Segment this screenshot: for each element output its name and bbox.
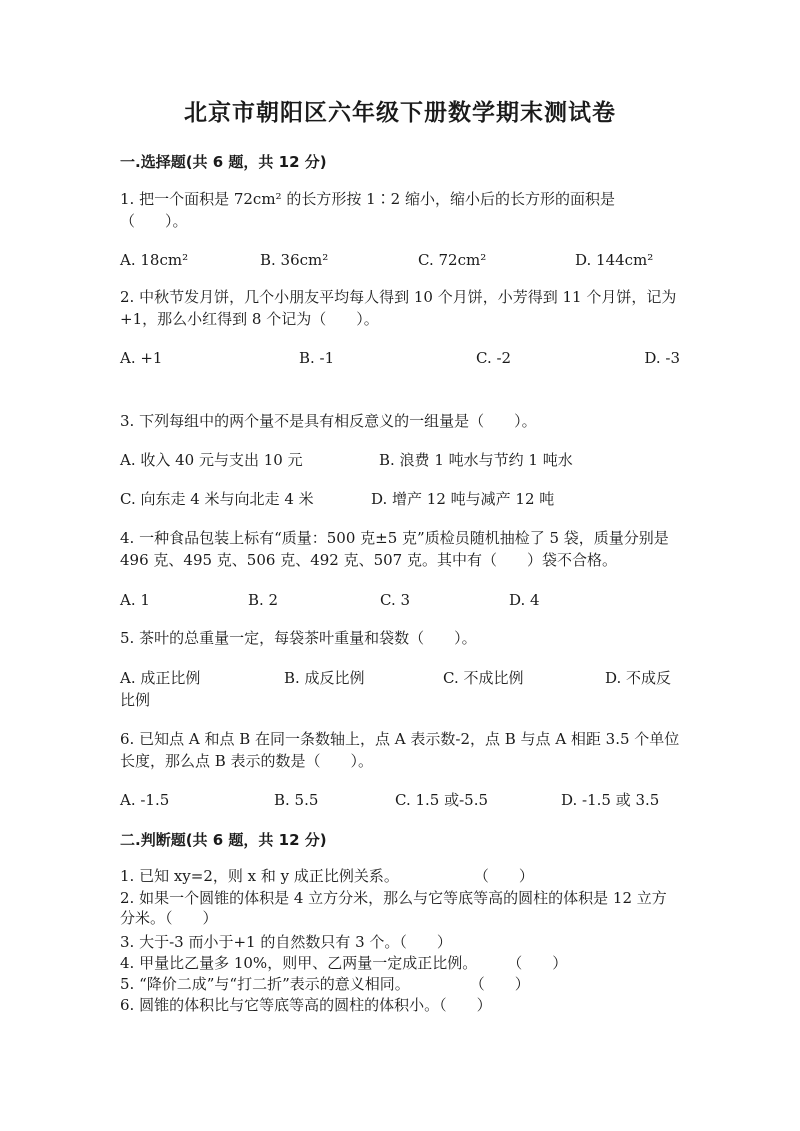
q6-option-c: C. 1.5 或-5.5	[395, 791, 489, 809]
q6-option-b: B. 5.5	[274, 791, 319, 809]
q3-option-c: C. 向东走 4 米与向北走 4 米	[120, 490, 314, 508]
q4-option-a: A. 1	[120, 591, 150, 609]
question-1-stem: 1. 把一个面积是 72cm² 的长方形按 1∶2 缩小，缩小后的长方形的面积是（ ）。	[120, 190, 615, 230]
q1-option-a: A. 18cm²	[120, 251, 189, 269]
q3-option-a: A. 收入 40 元与支出 10 元	[120, 451, 303, 469]
tf-item-4: 4. 甲量比乙量多 10%，则甲、乙两量一定成正比例。 （ ）	[120, 954, 568, 972]
section-heading-true-false: 二.判断题(共 6 题，共 12 分)	[120, 831, 327, 849]
q2-option-d: D. -3	[644, 349, 680, 367]
q6-option-a: A. -1.5	[120, 791, 170, 809]
question-3-stem: 3. 下列每组中的两个量不是具有相反意义的一组量是（ ）。	[120, 412, 537, 430]
q6-option-d: D. -1.5 或 3.5	[561, 791, 660, 809]
q1-option-d: D. 144cm²	[575, 251, 654, 269]
q5-option-c: C. 不成比例	[443, 669, 524, 687]
question-4-stem: 4. 一种食品包装上标有“质量：500 克±5 克”质检员随机抽检了 5 袋，质量分别是 496 克、495 克、506 克、492 克、507 克。其中有（ ）袋不合格。	[120, 529, 669, 569]
tf-item-5: 5. “降价二成”与“打二折”表示的意义相同。 （ ）	[120, 975, 530, 993]
q5-option-a: A. 成正比例	[120, 669, 201, 687]
section-heading-choice: 一.选择题(共 6 题，共 12 分)	[120, 153, 327, 171]
q2-option-b: B. -1	[299, 349, 335, 367]
tf-item-1: 1. 已知 xy=2，则 x 和 y 成正比例关系。 （ ）	[120, 867, 534, 885]
q2-option-c: C. -2	[476, 349, 512, 367]
q4-option-d: D. 4	[509, 591, 540, 609]
tf-item-6: 6. 圆锥的体积比与它等底等高的圆柱的体积小。（ ）	[120, 996, 492, 1014]
q4-option-c: C. 3	[380, 591, 411, 609]
question-5-stem: 5. 茶叶的总重量一定，每袋茶叶重量和袋数（ ）。	[120, 629, 477, 647]
q4-option-b: B. 2	[248, 591, 279, 609]
q5-option-b: B. 成反比例	[284, 669, 365, 687]
tf-item-3: 3. 大于-3 而小于+1 的自然数只有 3 个。（ ）	[120, 933, 452, 951]
q3-option-d: D. 增产 12 吨与减产 12 吨	[371, 490, 555, 508]
tf-item-2: 2. 如果一个圆锥的体积是 4 立方分米，那么与它等底等高的圆柱的体积是 12 立方分米。（ ）	[120, 889, 667, 927]
page-title: 北京市朝阳区六年级下册数学期末测试卷	[184, 100, 616, 126]
q1-option-c: C. 72cm²	[418, 251, 487, 269]
q3-option-b: B. 浪费 1 吨水与节约 1 吨水	[379, 451, 573, 469]
question-6-stem: 6. 已知点 A 和点 B 在同一条数轴上，点 A 表示数-2，点 B 与点 A 相距 3.5 个单位长度，那么点 B 表示的数是（ ）。	[120, 730, 680, 770]
q5-option-d: D. 不成反比例	[120, 669, 672, 709]
q2-option-a: A. +1	[120, 349, 163, 367]
q1-option-b: B. 36cm²	[260, 251, 329, 269]
question-2-stem: 2. 中秋节发月饼，几个小朋友平均每人得到 10 个月饼，小芳得到 11 个月饼，记为+1，那么小红得到 8 个记为（ ）。	[120, 288, 677, 328]
